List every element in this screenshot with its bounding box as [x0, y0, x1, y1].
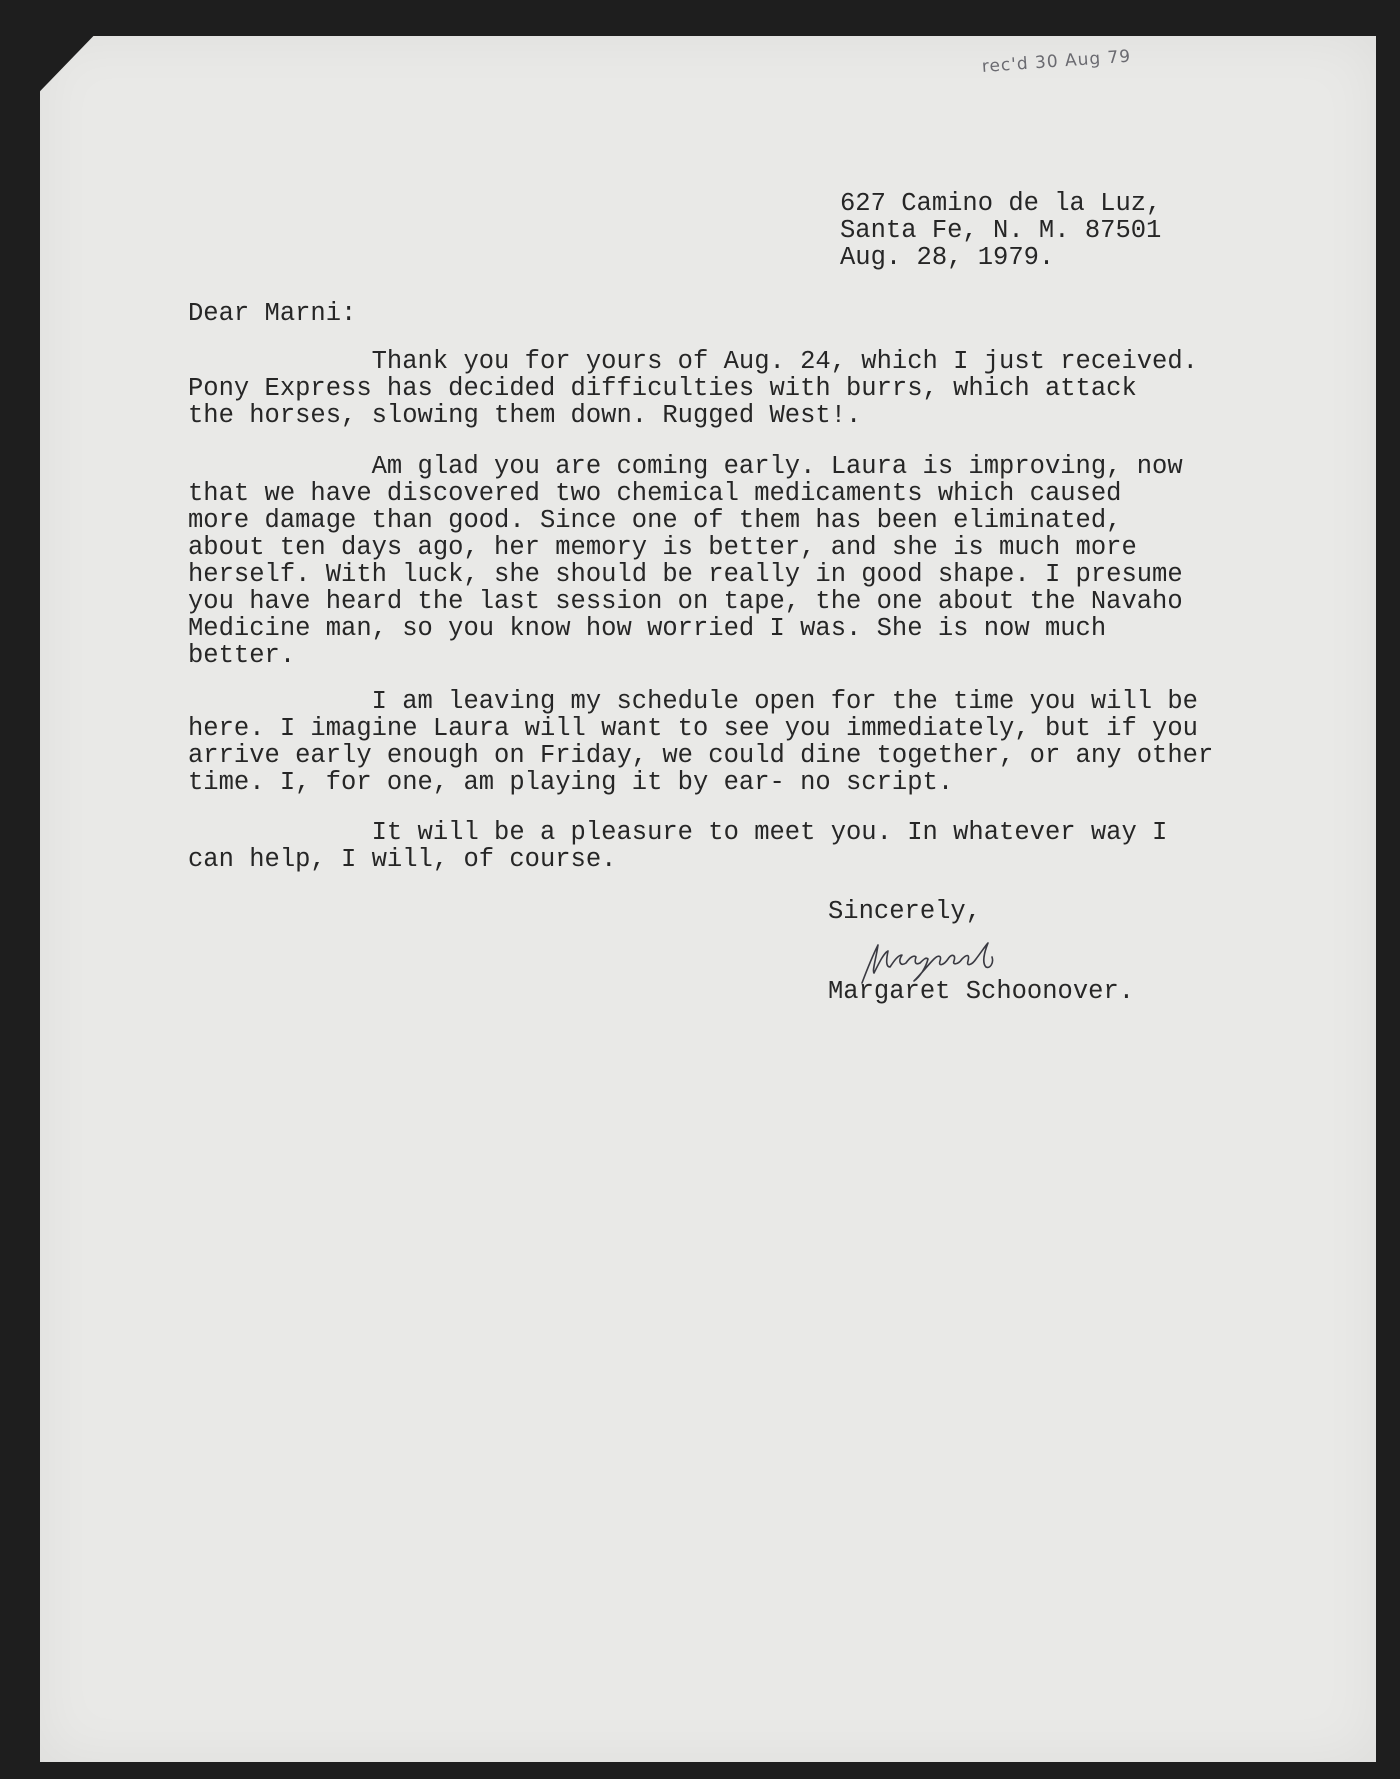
paragraph-2: Am glad you are coming early. Laura is improving, now that we have discovered two chemical medicaments which caused more damage than good. Since one of them has been eliminated, about ten days ago, her memory is better, and she is much more herself. With luck, she should be really in good shape. I presume you have heard the last session on tape, the one about the Navaho Medicine man, so you know how worried I was. She is now much better. — [188, 452, 1183, 670]
letter-date: Aug. 28, 1979. — [840, 243, 1055, 272]
paragraph-3: I am leaving my schedule open for the time you will be here. I imagine Laura will want to see you immediately, but if you arrive early enough on Friday, we could dine together, or any other time. I, for one, am playing it by ear- no script. — [188, 687, 1214, 797]
received-stamp-note: rec'd 30 Aug 79 — [981, 46, 1132, 77]
letter-page — [40, 36, 1376, 1762]
signer-name: Margaret Schoonover. — [828, 977, 1135, 1006]
closing: Sincerely, — [828, 897, 982, 926]
sender-address — [840, 190, 1161, 271]
address-line-2: Santa Fe, N. M. 87501 — [840, 216, 1162, 245]
paragraph-1: Thank you for yours of Aug. 24, which I just received. Pony Express has decided difficulties with burrs, which attack the horses, slowing them down. Rugged West!. — [188, 347, 1198, 430]
paragraph-4: It will be a pleasure to meet you. In whatever way I can help, I will, of course. — [188, 818, 1168, 874]
salutation: Dear Marni: — [188, 299, 357, 328]
address-line-1: 627 Camino de la Luz, — [840, 189, 1162, 218]
